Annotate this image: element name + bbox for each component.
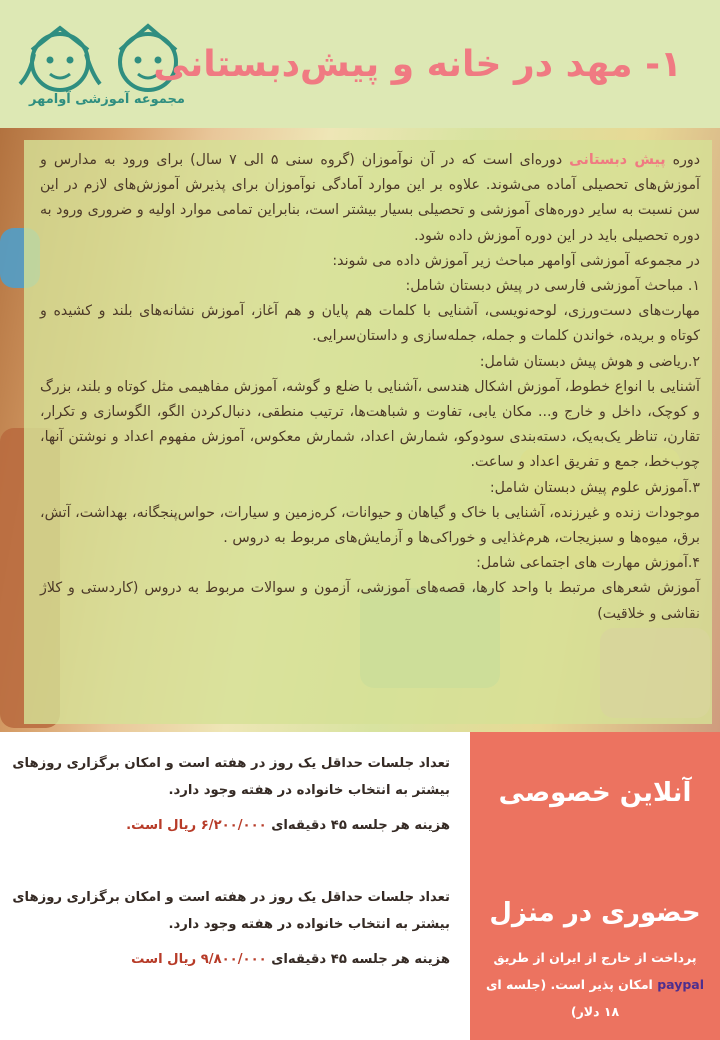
- logo-caption: مجموعه آموزشی آوامهر: [29, 92, 185, 107]
- online-fee-value: ۶/۲۰۰/۰۰۰ ریال است.: [126, 818, 267, 833]
- home-fee: [10, 946, 450, 973]
- description-body: [40, 148, 700, 627]
- home-sessions-text: تعداد جلسات حداقل یک روز در هفته است و امکان برگزاری روزهای بیشتر به انتخاب خانواده در هفته وجود دارد.: [12, 890, 450, 932]
- payment-text-before: پرداخت از خارج از ایران از طریق: [493, 950, 697, 965]
- intro-paragraph: [40, 148, 700, 249]
- pricing-details: [0, 732, 470, 1040]
- intro-text-start: دوره: [665, 152, 701, 168]
- home-fee-label: هزینه هر جلسه ۴۵ دقیقه‌ای: [266, 952, 450, 967]
- section-body-science: موجودات زنده و غیرزنده، آشنایی با خاک و گیاهان و حیوانات، کره‌زمین و سیارات، حواس‌پنجگانه، بهداشت، آتش، برق، میوه‌ها و سبزیجات، هرم‌غذایی و خوراکی‌ها و آزمایش‌های مربوط به دروس .: [40, 504, 700, 547]
- description-box: [24, 140, 712, 724]
- preschool-highlight: پیش دبستانی: [569, 152, 666, 168]
- online-fee-label: هزینه هر جلسه ۴۵ دقیقه‌ای: [266, 818, 450, 833]
- home-fee-value: ۹/۸۰۰/۰۰۰ ریال است: [131, 952, 267, 967]
- payment-note: [484, 944, 706, 1025]
- section-body-social: آموزش شعرهای مرتبط با واحد کارها، قصه‌های آموزشی، آزمون و سوالات مربوط به دروس (کاردستی و کلاژ نقاشی و خلاقیت): [40, 580, 700, 622]
- section-body-persian: مهارت‌های دست‌ورزی، لوحه‌نویسی، آشنایی با کلمات هم پایان و هم آغاز، آموزش نشانه‌های بلند و کشیده و کوتاه و بریده، خواندن کلمات و جمله، جمله‌سازی و داستان‌سرایی.: [40, 303, 700, 345]
- home-visit-label: حضوری در منزل: [489, 898, 701, 928]
- section-heading-social: ۴.آموزش مهارت های اجتماعی شامل:: [476, 555, 700, 572]
- section-heading-science: ۳.آموزش علوم پیش دبستان شامل:: [489, 479, 700, 496]
- header: [0, 0, 720, 128]
- section-body-math: آشنایی با انواع خطوط، آموزش اشکال هندسی ،آشنایی با ضلع و گوشه، آموزش مفاهیمی مثل کوتاه و بلند، بزرگ و کوچک، داخل و خارج و... مکان یابی، تفاوت و شباهت‌ها، ترتیب منطقی، دنبال‌کردن الگو، الگوسازی و تکرار، تقارن، تناظر یک‌به‌یک، دسته‌بندی سودوکو، شمارش اعداد، شمارش معکوس، آموزش مفهوم اعداد و نوشتن آنها، چوب‌خط، جمع و تفریق اعداد و ساعت.: [40, 378, 700, 471]
- page-title: ۱- مهد در خانه و پیش‌دبستانی: [153, 44, 682, 85]
- section-heading-math: ۲.ریاضی و هوش پیش دبستان شامل:: [479, 353, 700, 370]
- payment-text-after: امکان پذیر است. (جلسه ای ۱۸ دلار): [485, 977, 658, 1019]
- plan-labels-panel: [470, 732, 720, 1040]
- online-sessions-text: تعداد جلسات حداقل یک روز در هفته است و امکان برگزاری روزهای بیشتر به انتخاب خانواده در هفته وجود دارد.: [12, 756, 450, 798]
- online-fee: [10, 812, 450, 839]
- home-plan-details: [10, 884, 450, 973]
- paypal-label: paypal: [657, 977, 705, 992]
- online-private-label: آنلاین خصوصی: [498, 778, 692, 808]
- intro-text-rest: دوره‌ای است که در آن نوآموزان (گروه سنی ۵ الی ۷ سال) برای ورود به مدارس و آموزش‌های تحصیلی آماده می‌شوند. علاوه بر این موارد آمادگی نوآموزان برای پذیرش آموزش‌های لازم در این سن نسبت به سایر دوره‌های آموزشی و تحصیلی بسیار بیشتر است، بنابراین تمامی موارد اولیه و ضروری ورود به دوره تحصیلی باید در این دوره آموزش داده شود.: [40, 152, 700, 244]
- topics-intro: در مجموعه آموزشی آوامهر مباحث زیر آموزش داده می شوند:: [332, 252, 700, 269]
- section-heading-persian: ۱. مباحث آموزشی فارسی در پیش دبستان شامل:: [405, 278, 700, 295]
- online-plan-details: [10, 750, 450, 839]
